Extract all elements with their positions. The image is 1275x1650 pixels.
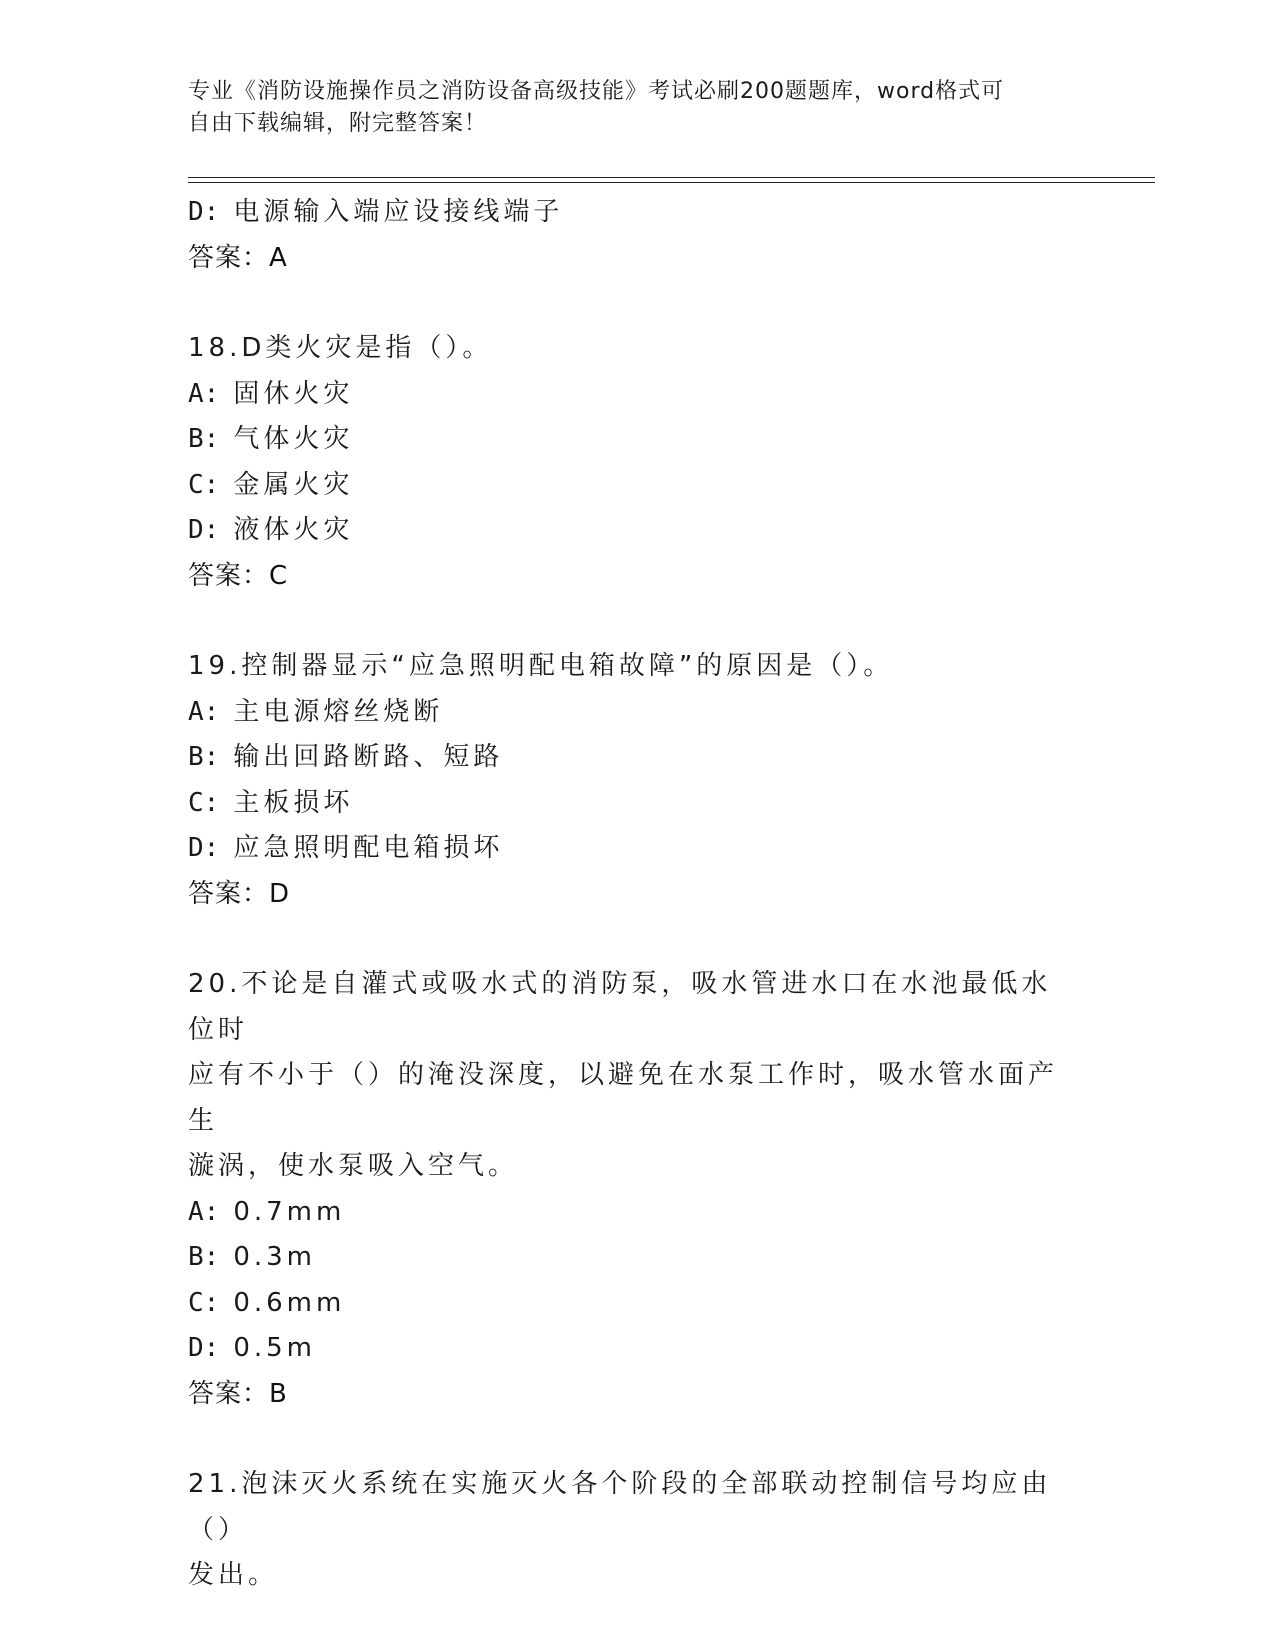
spacer <box>188 1417 1088 1462</box>
option-label: B: <box>188 742 220 772</box>
header-divider-bottom <box>188 182 1155 183</box>
spacer <box>188 281 1088 326</box>
question-title: 18.D类火灾是指（）。 <box>188 333 493 363</box>
option-text: 0.3m <box>233 1242 316 1272</box>
question-title-line: 应有不小于（）的淹没深度，以避免在水泵工作时，吸水管水面产生 <box>188 1060 1059 1136</box>
option-c <box>188 781 1088 827</box>
option-label: A: <box>188 696 220 727</box>
answer-line: 答案：A <box>188 242 288 273</box>
option-text: 液体火灾 <box>233 515 354 545</box>
question-title-line: 漩涡，使水泵吸入空气。 <box>188 1151 519 1181</box>
option-b <box>188 1235 1088 1281</box>
option-b <box>188 417 1088 463</box>
option-a <box>188 372 1088 418</box>
option-d <box>188 826 1088 872</box>
header-line-1: 专业《消防设施操作员之消防设备高级技能》考试必刷200题题库，word格式可 <box>188 79 1005 104</box>
answer-line: 答案：C <box>188 560 289 591</box>
option-text: 输出回路断路、短路 <box>233 742 504 772</box>
option-text: 0.6mm <box>233 1287 346 1318</box>
option-a <box>188 1190 1088 1236</box>
option-d <box>188 1326 1088 1372</box>
document-body <box>188 190 1088 1599</box>
header-divider-top <box>188 177 1155 178</box>
option-b <box>188 735 1088 781</box>
option-d <box>188 190 1088 236</box>
option-text: 应急照明配电箱损坏 <box>233 833 504 863</box>
option-a <box>188 690 1088 736</box>
option-label: D: <box>188 833 220 863</box>
question-title-line: 21.泡沫灭火系统在实施灭火各个阶段的全部联动控制信号均应由（） <box>188 1469 1052 1545</box>
option-text: 电源输入端应设接线端子 <box>233 197 564 227</box>
option-text: 0.7mm <box>233 1196 346 1227</box>
option-text: 固休火灾 <box>233 378 354 409</box>
option-text: 金属火灾 <box>233 469 354 500</box>
header-line-2: 自由下载编辑，附完整答案！ <box>188 111 488 136</box>
answer-line: 答案：B <box>188 1378 288 1409</box>
option-label: B: <box>188 1242 220 1272</box>
question-title-line: 20.不论是自灌式或吸水式的消防泵，吸水管进水口在水池最低水位时 <box>188 969 1052 1045</box>
document-header <box>188 76 1088 140</box>
option-label: D: <box>188 1333 220 1363</box>
option-label: A: <box>188 378 220 409</box>
question-title-line: 发出。 <box>188 1560 279 1590</box>
option-c <box>188 463 1088 509</box>
answer-line: 答案：D <box>188 878 291 909</box>
question-title: 19.控制器显示“应急照明配电箱故障”的原因是（）。 <box>188 651 894 681</box>
option-label: D: <box>188 515 220 545</box>
option-text: 气体火灾 <box>233 424 354 454</box>
option-label: D: <box>188 197 220 227</box>
option-d <box>188 508 1088 554</box>
option-text: 0.5m <box>233 1333 316 1363</box>
option-label: C: <box>188 787 220 818</box>
option-label: B: <box>188 424 220 454</box>
option-label: C: <box>188 1287 220 1318</box>
option-text: 主板损坏 <box>233 787 354 818</box>
option-label: A: <box>188 1196 220 1227</box>
option-text: 主电源熔丝烧断 <box>233 696 444 727</box>
option-label: C: <box>188 469 220 500</box>
spacer <box>188 917 1088 962</box>
spacer <box>188 599 1088 644</box>
option-c <box>188 1281 1088 1327</box>
